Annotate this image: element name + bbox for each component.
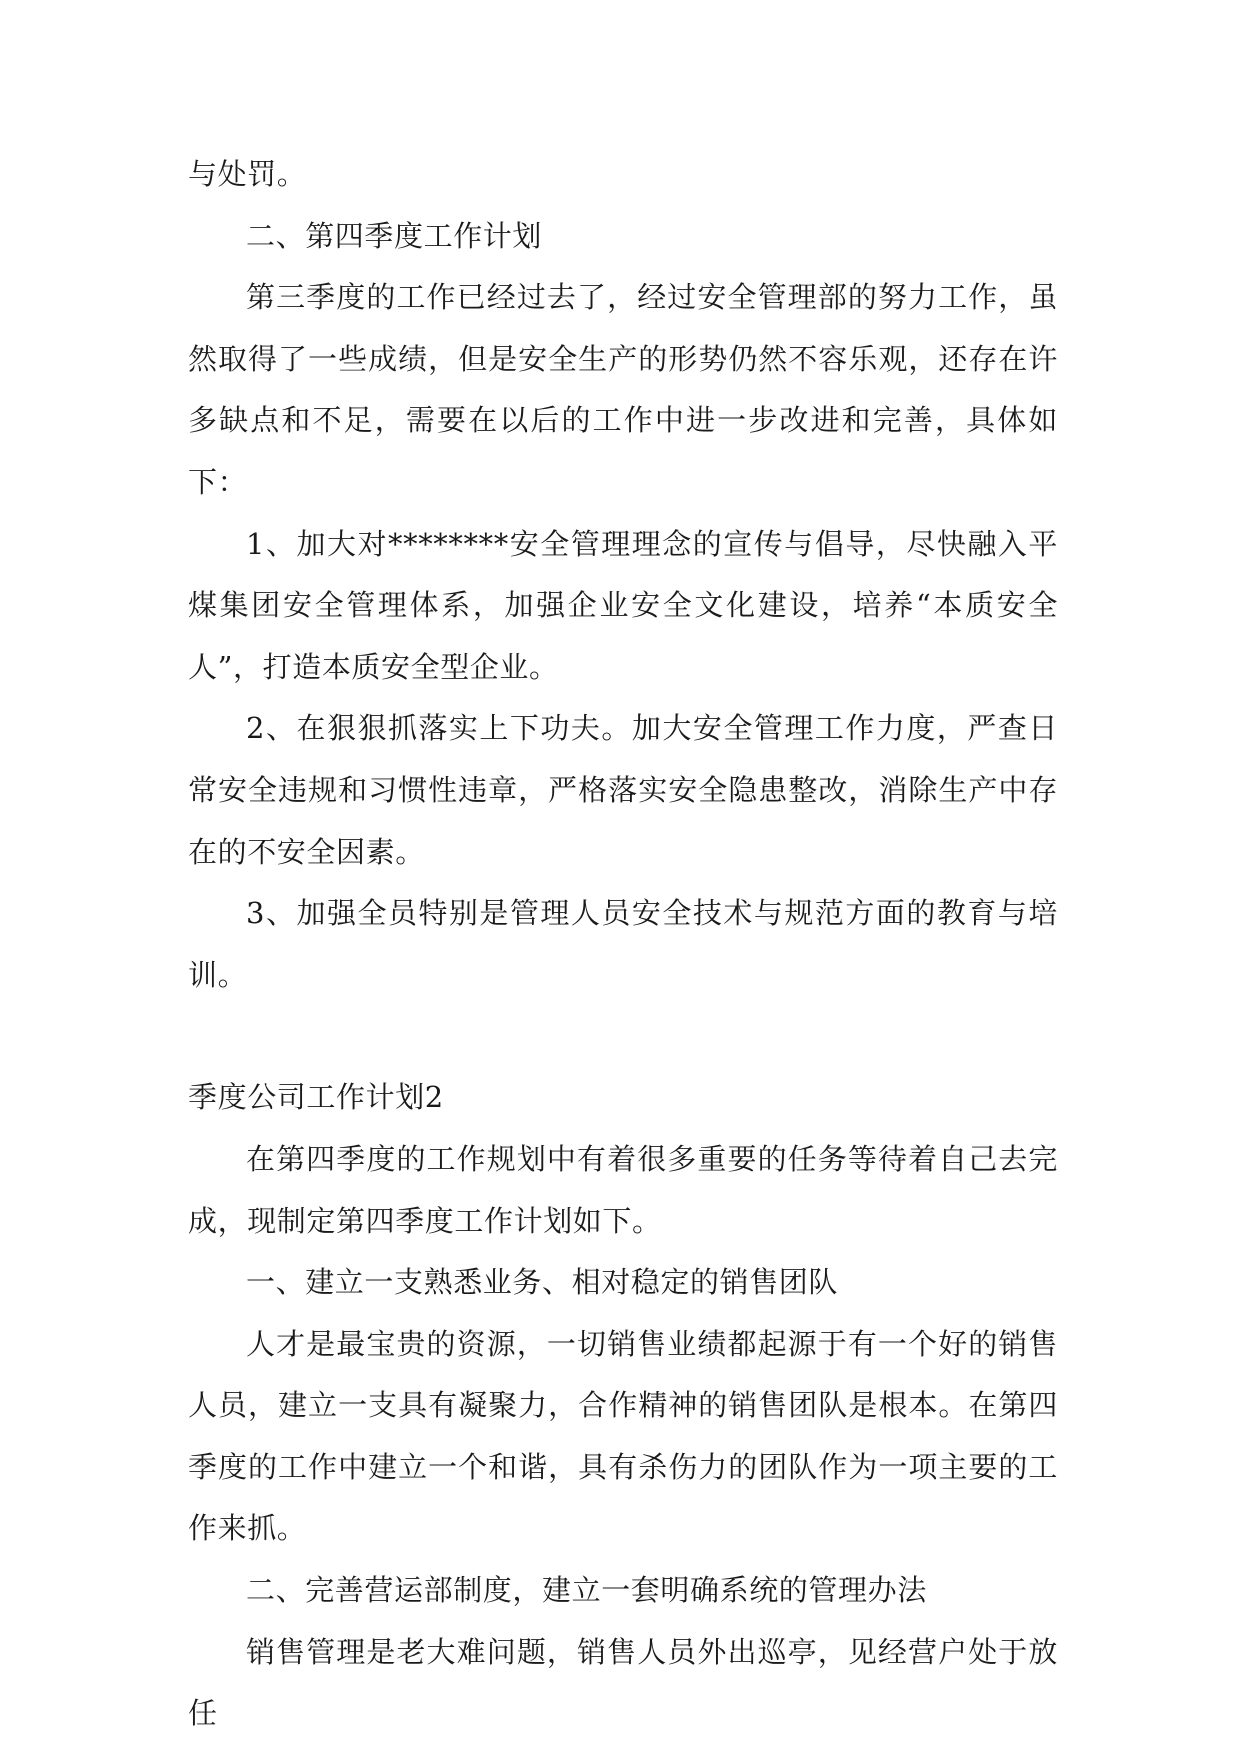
document-body — [188, 144, 1058, 1745]
section-heading-q4-plan: 二、第四季度工作计划 — [246, 218, 543, 253]
list-item-3: 3、加强全员特别是管理人员安全技术与规范方面的教育与培训。 — [188, 896, 1058, 992]
section-heading-management-system: 二、完善营运部制度，建立一套明确系统的管理办法 — [246, 1573, 927, 1608]
list-item-1: 1、加大对********安全管理理念的宣传与倡导，尽快融入平煤集团安全管理体系，加强企业安全文化建设，培养“本质安全人”，打造本质安全型企业。 — [188, 526, 1058, 684]
paragraph-q4-intro: 在第四季度的工作规划中有着很多重要的任务等待着自己去完成，现制定第四季度工作计划如下。 — [188, 1141, 1058, 1238]
list-item-2: 2、在狠狠抓落实上下功夫。加大安全管理工作力度，严查日常安全违规和习惯性违章，严格落实安全隐患整改，消除生产中存在的不安全因素。 — [188, 711, 1058, 869]
section-heading-sales-team: 一、建立一支熟悉业务、相对稳定的销售团队 — [246, 1265, 839, 1300]
paragraph-q3-summary: 第三季度的工作已经过去了，经过安全管理部的努力工作，虽然取得了一些成绩，但是安全生产的形势仍然不容乐观，还存在许多缺点和不足，需要在以后的工作中进一步改进和完善，具体如下： — [188, 280, 1058, 499]
paragraph-talent: 人才是最宝贵的资源，一切销售业绩都起源于有一个好的销售人员，建立一支具有凝聚力，合作精神的销售团队是根本。在第四季度的工作中建立一个和谐，具有杀伤力的团队作为一项主要的工作来抓。 — [188, 1326, 1058, 1546]
paragraph-continuation: 与处罚。 — [188, 157, 307, 191]
document-title-plan-2: 季度公司工作计划2 — [188, 1080, 444, 1115]
paragraph-sales-management: 销售管理是老大难问题，销售人员外出巡亭，见经营户处于放任 — [188, 1634, 1058, 1731]
